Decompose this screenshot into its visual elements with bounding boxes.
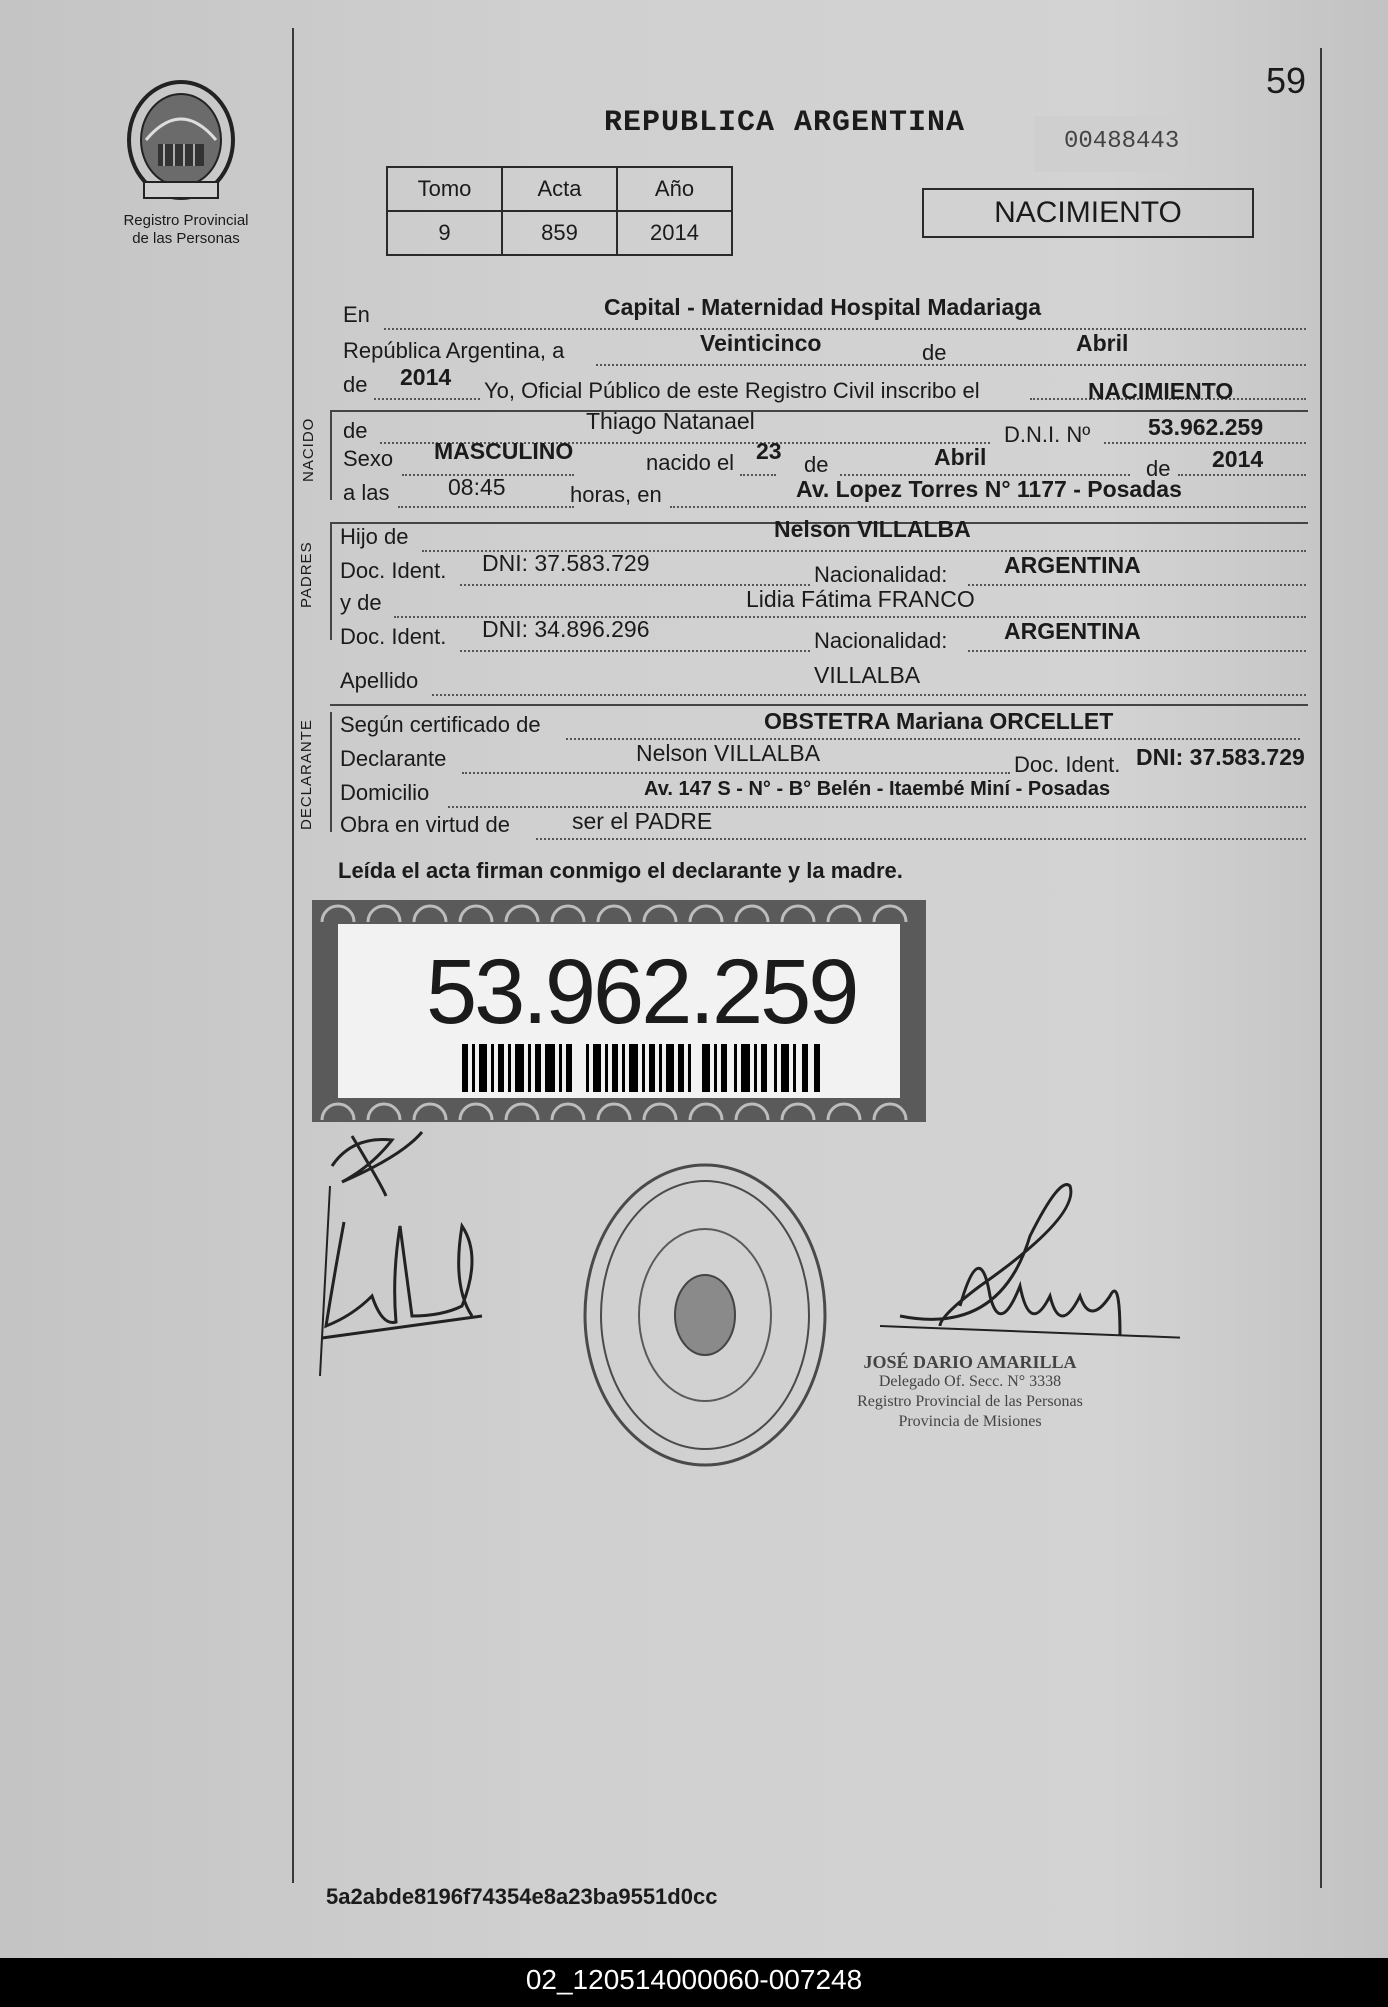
right-margin-line bbox=[1320, 48, 1322, 1888]
label-republica: República Argentina, a bbox=[343, 338, 565, 363]
label-oficial: Yo, Oficial Público de este Registro Civil inscribo el bbox=[484, 378, 980, 403]
section-label-declarante: DECLARANTE bbox=[298, 719, 315, 830]
value-birth-address: Av. Lopez Torres N° 1177 - Posadas bbox=[796, 476, 1182, 502]
value-domicilio: Av. 147 S - N° - B° Belén - Itaembé Miní - Posadas bbox=[644, 778, 1111, 800]
document-hash: 5a2abde8196f74354e8a23ba9551d0cc bbox=[326, 1884, 718, 1909]
row-obra bbox=[340, 810, 1306, 844]
label-en: En bbox=[343, 302, 370, 327]
register-header-tomo: Tomo bbox=[387, 167, 502, 211]
row-inscribo bbox=[340, 364, 1306, 404]
dotted-line bbox=[460, 650, 810, 652]
label-birth-de2: de bbox=[1146, 456, 1171, 481]
label-dni: D.N.I. Nº bbox=[1004, 422, 1091, 447]
value-birth-month: Abril bbox=[934, 444, 987, 470]
row-date bbox=[340, 330, 1306, 370]
value-time: 08:45 bbox=[448, 474, 506, 500]
value-father-nat: ARGENTINA bbox=[1004, 552, 1141, 578]
dni-sticker-number: 53.962.259 bbox=[426, 941, 857, 1043]
value-year: 2014 bbox=[400, 364, 452, 390]
row-mother-doc bbox=[340, 616, 1306, 656]
dotted-line bbox=[462, 772, 1010, 774]
row-place bbox=[340, 294, 1306, 334]
label-horas: horas, en bbox=[570, 482, 662, 507]
register-header-row bbox=[387, 167, 732, 211]
dotted-line bbox=[398, 506, 574, 508]
section-label-padres: PADRES bbox=[298, 541, 315, 608]
official-signature-block bbox=[840, 1352, 1100, 1432]
value-child-dni: 53.962.259 bbox=[1148, 414, 1264, 440]
dotted-line bbox=[740, 474, 776, 476]
file-identifier: 02_120514000060-007248 bbox=[525, 1964, 863, 1995]
dotted-line bbox=[596, 364, 1306, 366]
record-type-box: NACIMIENTO bbox=[922, 188, 1254, 238]
label-doc: Doc. Ident. bbox=[340, 558, 447, 583]
official-signature bbox=[880, 1176, 1180, 1376]
value-certificado: OBSTETRA Mariana ORCELLET bbox=[764, 708, 1114, 734]
official-name: JOSÉ DARIO AMARILLA bbox=[863, 1352, 1077, 1372]
left-margin-line bbox=[292, 28, 294, 1883]
closing-text: Leída el acta firman conmigo el declarante y la madre. bbox=[338, 858, 903, 883]
label-doc2: Doc. Ident. bbox=[340, 624, 447, 649]
value-mother-doc: DNI: 34.896.296 bbox=[482, 616, 650, 642]
label-certificado: Según certificado de bbox=[340, 712, 541, 737]
value-birth-day: 23 bbox=[756, 438, 782, 464]
register-value-acta: 859 bbox=[502, 211, 617, 255]
dotted-line bbox=[384, 328, 1306, 330]
serial-number-stamp bbox=[1034, 116, 1186, 172]
label-nacido: nacido el bbox=[646, 450, 735, 475]
value-birth-year: 2014 bbox=[1212, 446, 1264, 472]
row-certificado bbox=[340, 710, 1306, 744]
label-sexo: Sexo bbox=[343, 446, 394, 471]
label-alas: a las bbox=[343, 480, 390, 505]
value-mother-nat: ARGENTINA bbox=[1004, 618, 1141, 644]
page-number: 59 bbox=[1266, 60, 1307, 101]
value-declarante-doc: DNI: 37.583.729 bbox=[1136, 744, 1305, 770]
label-declarante: Declarante bbox=[340, 746, 447, 771]
label-obra: Obra en virtud de bbox=[340, 812, 510, 837]
section-bar-padres bbox=[330, 522, 332, 640]
register-value-row bbox=[387, 211, 732, 255]
register-table bbox=[386, 166, 733, 256]
barcode-icon bbox=[462, 1044, 824, 1092]
row-time-address bbox=[340, 474, 1306, 512]
label-de-year: de bbox=[343, 372, 368, 397]
value-apellido: VILLALBA bbox=[814, 662, 921, 688]
official-seal-stamp bbox=[580, 1160, 830, 1470]
row-father-doc bbox=[340, 550, 1306, 590]
section-label-nacido: NACIDO bbox=[300, 417, 317, 482]
dotted-line bbox=[968, 584, 1306, 586]
section-bar-nacido bbox=[330, 410, 332, 500]
dotted-line bbox=[536, 838, 1306, 840]
value-father-doc: DNI: 37.583.729 bbox=[482, 550, 650, 576]
label-de: de bbox=[922, 340, 947, 365]
declarant-signature bbox=[312, 1126, 492, 1386]
value-inscribo: NACIMIENTO bbox=[1088, 378, 1234, 404]
dotted-line bbox=[1178, 474, 1306, 476]
dotted-line bbox=[968, 650, 1306, 652]
value-place: Capital - Maternidad Hospital Madariaga bbox=[604, 294, 1042, 320]
official-role: Delegado Of. Secc. N° 3338 bbox=[878, 1373, 1062, 1390]
section-separator bbox=[330, 410, 1308, 412]
official-province: Provincia de Misiones bbox=[898, 1413, 1042, 1430]
serial-number: 00488443 bbox=[1064, 128, 1180, 155]
label-nacionalidad: Nacionalidad: bbox=[814, 562, 948, 587]
value-month: Abril bbox=[1076, 330, 1129, 356]
logo-caption-line1: Registro Provincial bbox=[123, 212, 249, 229]
register-value-tomo: 9 bbox=[387, 211, 502, 255]
label-name: de bbox=[343, 418, 368, 443]
row-apellido bbox=[340, 662, 1306, 700]
register-header-acta: Acta bbox=[502, 167, 617, 211]
dotted-line bbox=[1104, 442, 1306, 444]
dotted-line bbox=[432, 694, 1306, 696]
logo-caption-line2: de las Personas bbox=[132, 230, 240, 247]
logo-caption bbox=[96, 212, 276, 248]
value-father-name: Nelson VILLALBA bbox=[774, 516, 971, 542]
register-value-anio: 2014 bbox=[617, 211, 732, 255]
row-declarante bbox=[340, 740, 1306, 778]
official-office: Registro Provincial de las Personas bbox=[857, 1393, 1083, 1410]
value-mother-name: Lidia Fátima FRANCO bbox=[746, 586, 975, 612]
label-apellido: Apellido bbox=[340, 668, 419, 693]
value-declarante: Nelson VILLALBA bbox=[636, 740, 821, 766]
dotted-line bbox=[670, 506, 1306, 508]
label-y-de: y de bbox=[340, 590, 382, 615]
value-obra: ser el PADRE bbox=[572, 808, 713, 834]
dni-sticker bbox=[312, 900, 926, 1122]
provincial-emblem-icon bbox=[124, 78, 238, 206]
dotted-line bbox=[374, 398, 480, 400]
value-child-name: Thiago Natanael bbox=[586, 408, 755, 434]
section-bar-declarante bbox=[330, 712, 332, 832]
country-title: REPUBLICA ARGENTINA bbox=[604, 106, 966, 140]
label-hijo: Hijo de bbox=[340, 524, 409, 549]
row-domicilio bbox=[340, 778, 1306, 812]
section-separator bbox=[330, 704, 1308, 706]
label-domicilio: Domicilio bbox=[340, 780, 430, 805]
dni-sticker-panel bbox=[338, 924, 900, 1098]
label-nacionalidad2: Nacionalidad: bbox=[814, 628, 948, 653]
label-doc-ident: Doc. Ident. bbox=[1014, 752, 1121, 777]
value-sexo: MASCULINO bbox=[434, 438, 574, 464]
value-day-words: Veinticinco bbox=[700, 330, 822, 356]
register-header-anio: Año bbox=[617, 167, 732, 211]
label-birth-de: de bbox=[804, 452, 829, 477]
